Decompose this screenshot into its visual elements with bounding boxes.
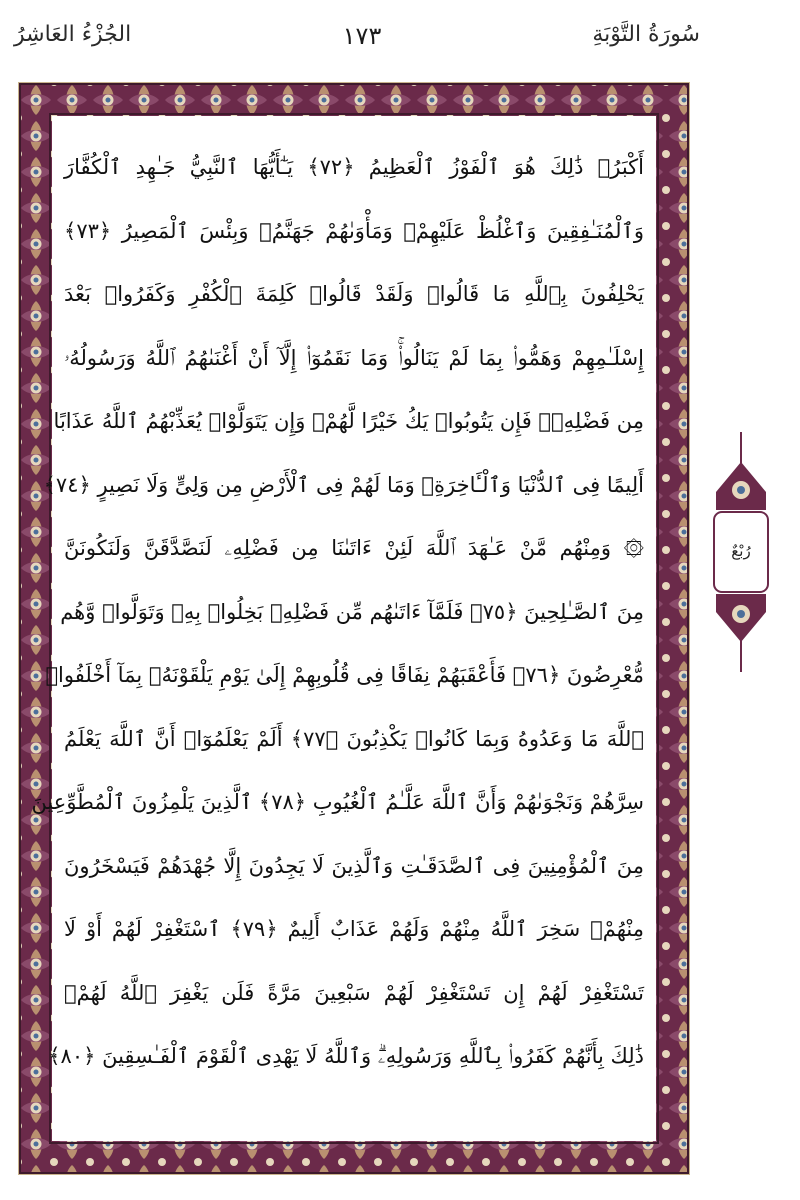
verse-line: يَحْلِفُونَ بِٱللَّهِ مَا قَالُوا۟ وَلَقَدْ قَالُوا۟ كَلِمَةَ ٱلْكُفْرِ وَكَفَرُوا۟ بَعْدَ [64,282,644,306]
page-number: ١٧٣ [342,22,382,50]
page-header [0,22,800,62]
verse-line: إِسْلَـٰمِهِمْ وَهَمُّوا۟ بِمَا لَمْ يَنَالُوا۟ۚ وَمَا نَقَمُوٓا۟ إِلَّآ أَنْ أَغْنَىٰهُمُ ٱللَّهُ وَرَسُولُهُۥ [64,345,644,370]
verse-line: مِنَ ٱلْمُؤْمِنِينَ فِى ٱلصَّدَقَـٰتِ وَٱلَّذِينَ لَا يَجِدُونَ إِلَّا جُهْدَهُمْ فَيَسْخَرُونَ [64,853,644,878]
verse-line: سِرَّهُمْ وَنَجْوَىٰهُمْ وَأَنَّ ٱللَّهَ عَلَّـٰمُ ٱلْغُيُوبِ ﴿٧٨﴾ ٱلَّذِينَ يَلْمِزُونَ ٱلْمُطَّوِّعِينَ [31,790,644,814]
verse-line: ذَٰلِكَ بِأَنَّهُمْ كَفَرُوا۟ بِٱللَّهِ وَرَسُولِهِۦۗ وَٱللَّهُ لَا يَهْدِى ٱلْقَوْمَ ٱلْفَـٰسِقِينَ ﴿٨٠﴾ [48,1044,644,1068]
verse-line: أَكْبَرُۚ ذَٰلِكَ هُوَ ٱلْفَوْزُ ٱلْعَظِيمُ ﴿٧٢﴾ يَـٰٓأَيُّهَا ٱلنَّبِيُّ جَـٰهِدِ ٱلْكُفَّارَ [64,155,644,179]
rub-label: رُبْعٌ [731,542,751,560]
quran-text-area [31,118,654,1138]
verse-lines [31,136,654,1089]
verse-line: تَسْتَغْفِرْ لَهُمْ إِن تَسْتَغْفِرْ لَهُمْ سَبْعِينَ مَرَّةً فَلَن يَغْفِرَ ٱللَّهُ لَهُمْۚ [64,980,644,1005]
verse-line: مُّعْرِضُونَ ﴿٧٦﴾ فَأَعْقَبَهُمْ نِفَاقًا فِى قُلُوبِهِمْ إِلَىٰ يَوْمِ يَلْقَوْنَهُۥ بِمَآ أَخْلَفُوا۟ [45,663,644,687]
verse-line: وَٱلْمُنَـٰفِقِينَ وَٱغْلُظْ عَلَيْهِمْۚ وَمَأْوَىٰهُمْ جَهَنَّمُۖ وَبِئْسَ ٱلْمَصِيرُ ﴿٧٣﴾ [64,218,644,243]
verse-line: ۞ وَمِنْهُم مَّنْ عَـٰهَدَ ٱللَّهَ لَئِنْ ءَاتَىٰنَا مِن فَضْلِهِۦ لَنَصَّدَّقَنَّ وَلَنَكُونَنَّ [64,536,644,560]
juz-title: الجُزْءُ العَاشِرُ [14,22,132,47]
verse-line: مِنْهُمْۙ سَخِرَ ٱللَّهُ مِنْهُمْ وَلَهُمْ عَذَابٌ أَلِيمٌ ﴿٧٩﴾ ٱسْتَغْفِرْ لَهُمْ أَوْ لَا [64,917,644,941]
verse-line: ٱللَّهَ مَا وَعَدُوهُ وَبِمَا كَانُوا۟ يَكْذِبُونَ ﴿٧٧﴾ أَلَمْ يَعْلَمُوٓا۟ أَنَّ ٱللَّهَ يَعْلَمُ [64,726,644,751]
verse-line: مِن فَضْلِهِۦۚ فَإِن يَتُوبُوا۟ يَكُ خَيْرًا لَّهُمْۖ وَإِن يَتَوَلَّوْا۟ يُعَذِّبْهُمُ ٱللَّهُ عَذَابًا [53,409,644,433]
verse-line: أَلِيمًا فِى ٱلدُّنْيَا وَٱلْـَٔاخِرَةِۚ وَمَا لَهُمْ فِى ٱلْأَرْضِ مِن وَلِىٍّ وَلَا نَصِيرٍ ﴿٧٤﴾ [43,472,644,497]
verse-line: مِنَ ٱلصَّـٰلِحِينَ ﴿٧٥﴾ فَلَمَّآ ءَاتَىٰهُم مِّن فَضْلِهِۦ بَخِلُوا۟ بِهِۦ وَتَوَلَّوا۟ وَّهُم [60,599,644,624]
rub-marker [708,432,774,672]
surah-title: سُورَةُ التَّوْبَةِ [592,22,700,47]
